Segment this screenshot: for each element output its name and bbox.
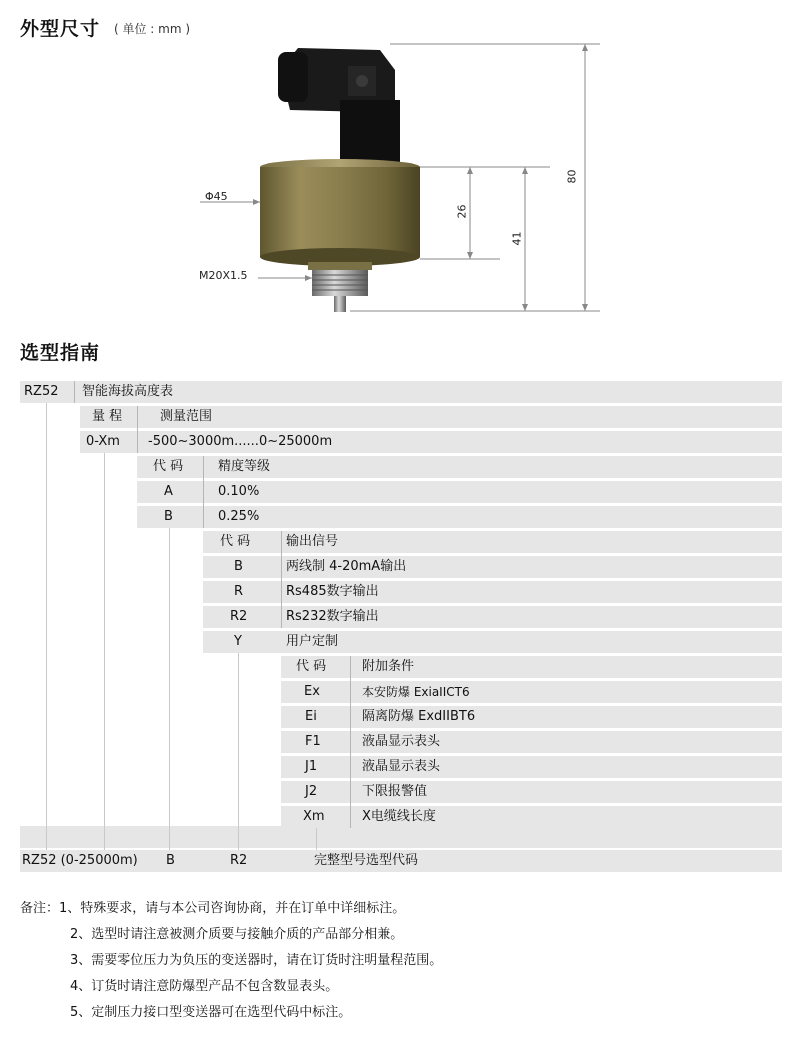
example-desc: 完整型号选型代码 (314, 853, 419, 868)
accuracy-header-code: 代 码 (153, 459, 184, 474)
output-header-desc: 输出信号 (286, 534, 339, 549)
option-desc: 液晶显示表头 (362, 734, 441, 749)
option-header-desc: 附加条件 (362, 659, 415, 674)
option-code: J2 (305, 784, 318, 799)
range-desc: -500~3000m......0~25000m (148, 434, 333, 449)
range-header-desc: 测量范围 (160, 409, 213, 424)
accuracy-code: B (164, 509, 173, 524)
range-header-code: 量 程 (92, 409, 123, 424)
output-desc: Rs232数字输出 (286, 609, 379, 624)
option-code: Ex (304, 684, 320, 699)
option-code: Xm (303, 809, 325, 824)
output-header-code: 代 码 (220, 534, 251, 549)
option-desc: 下限报警值 (362, 784, 428, 799)
model-code: RZ52 (24, 384, 59, 399)
accuracy-desc: 0.10% (218, 484, 260, 499)
note-5: 5、定制压力接口型变送器可在选型代码中标注。 (70, 1005, 352, 1020)
note-3: 3、需要零位压力为负压的变送器时，请在订货时注明量程范围。 (70, 953, 443, 968)
example-accuracy: B (166, 853, 175, 868)
output-code: B (234, 559, 243, 574)
note-1: 备注：1、特殊要求，请与本公司咨询协商，并在订单中详细标注。 (20, 901, 406, 916)
option-code: Ei (305, 709, 317, 724)
unit-label: ( 单位 : mm ) (114, 22, 191, 36)
option-header-code: 代 码 (296, 659, 327, 674)
option-desc: 隔离防爆 ExdIIBT6 (362, 709, 476, 724)
dim-lower-label: 41 (510, 231, 524, 246)
output-code: R (234, 584, 244, 599)
option-code: J1 (305, 759, 318, 774)
accuracy-code: A (164, 484, 173, 499)
section-title-dimensions: 外型尺寸 (20, 18, 101, 40)
option-desc: 本安防爆 ExiaIICT6 (362, 685, 470, 699)
output-desc: Rs485数字输出 (286, 584, 379, 599)
section-title-selection: 选型指南 (20, 342, 101, 364)
output-desc: 两线制 4-20mA输出 (286, 559, 407, 574)
product-drawing (180, 40, 620, 325)
example-output: R2 (230, 853, 248, 868)
output-code: Y (234, 634, 242, 649)
option-desc: X电缆线长度 (362, 809, 436, 824)
dim-body-label: 26 (455, 204, 469, 219)
range-code: 0-Xm (86, 434, 120, 449)
option-code: F1 (305, 734, 321, 749)
output-desc: 用户定制 (286, 634, 339, 649)
accuracy-header-desc: 精度等级 (218, 459, 271, 474)
sensor-product-image (180, 40, 620, 325)
accuracy-desc: 0.25% (218, 509, 260, 524)
option-desc: 液晶显示表头 (362, 759, 441, 774)
dim-total-label: 80 (565, 169, 579, 184)
diameter-label: Φ45 (205, 190, 228, 203)
model-desc: 智能海拔高度表 (82, 384, 174, 399)
thread-label: M20X1.5 (199, 269, 248, 282)
example-model: RZ52 (0-25000m) (22, 853, 138, 868)
output-code: R2 (230, 609, 248, 624)
note-4: 4、订货时请注意防爆型产品不包含数显表头。 (70, 979, 339, 994)
note-2: 2、选型时请注意被测介质要与接触介质的产品部分相兼。 (70, 927, 404, 942)
